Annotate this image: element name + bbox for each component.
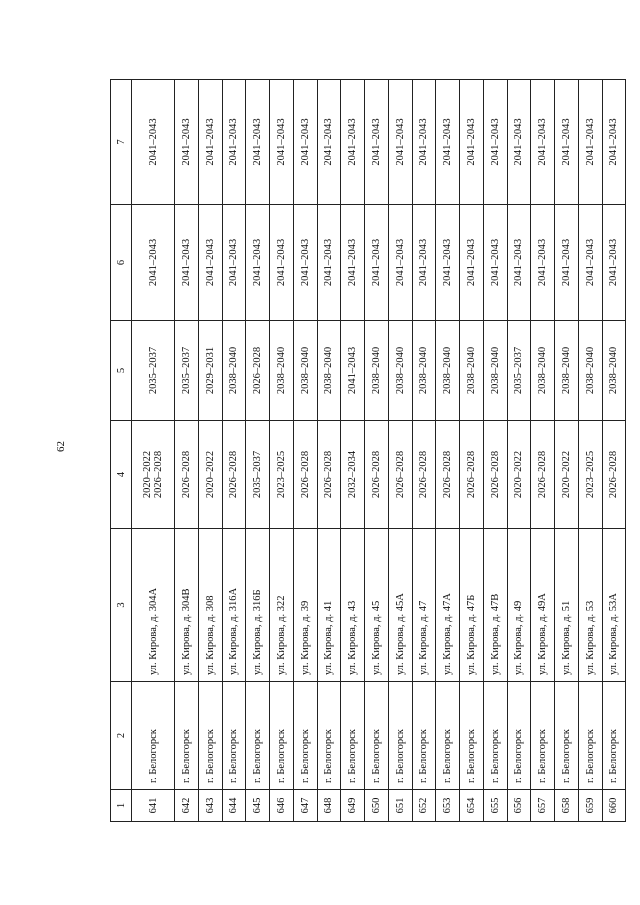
period-5-cell: 2038–2040 [531, 321, 555, 421]
period-7-cell: 2041–2043 [412, 80, 436, 205]
period-6-cell: 2041–2043 [317, 205, 341, 321]
table-row [531, 80, 555, 822]
address-cell: ул. Кирова, д. 53 [578, 529, 602, 682]
table-row [365, 80, 389, 822]
period-7-cell: 2041–2043 [270, 80, 294, 205]
period-4-cell [460, 421, 484, 529]
period-7-cell: 2041–2043 [507, 80, 531, 205]
city-cell: г. Белогорск [436, 682, 460, 790]
city-cell: г. Белогорск [175, 682, 199, 790]
header-cell: 4 [111, 421, 132, 529]
period-line: 2026–2028 [489, 450, 501, 499]
period-6-cell: 2041–2043 [531, 205, 555, 321]
header-cell: 2 [111, 682, 132, 790]
page-number: 62 [55, 441, 67, 452]
city-cell: г. Белогорск [341, 682, 365, 790]
period-6-cell: 2041–2043 [483, 205, 507, 321]
period-5-cell: 2038–2040 [365, 321, 389, 421]
city-cell: г. Белогорск [412, 682, 436, 790]
city-cell: г. Белогорск [460, 682, 484, 790]
row-number-cell: 657 [531, 790, 555, 822]
city-cell: г. Белогорск [483, 682, 507, 790]
period-5-cell: 2038–2040 [222, 321, 246, 421]
address-cell: ул. Кирова, д. 41 [317, 529, 341, 682]
period-line: 2026–2028 [180, 450, 192, 499]
period-line: 2035–2037 [252, 450, 264, 499]
period-7-cell: 2041–2043 [293, 80, 317, 205]
row-number-cell: 649 [341, 790, 365, 822]
period-7-cell: 2041–2043 [602, 80, 626, 205]
period-7-cell: 2041–2043 [555, 80, 579, 205]
period-7-cell: 2041–2043 [132, 80, 175, 205]
period-4-cell [483, 421, 507, 529]
table-row [317, 80, 341, 822]
period-4-cell [293, 421, 317, 529]
period-line: 2020–2022 [142, 450, 153, 499]
city-cell: г. Белогорск [602, 682, 626, 790]
address-cell: ул. Кирова, д. 304А [132, 529, 175, 682]
address-cell: ул. Кирова, д. 316Б [246, 529, 270, 682]
address-cell: ул. Кирова, д. 49А [531, 529, 555, 682]
row-number-cell: 647 [293, 790, 317, 822]
address-cell: ул. Кирова, д. 45А [388, 529, 412, 682]
table-row [436, 80, 460, 822]
row-number-cell: 654 [460, 790, 484, 822]
row-number-cell: 660 [602, 790, 626, 822]
address-cell: ул. Кирова, д. 308 [198, 529, 222, 682]
period-line: 2023–2025 [584, 450, 596, 499]
header-cell: 1 [111, 790, 132, 822]
table-row [222, 80, 246, 822]
row-number-cell: 650 [365, 790, 389, 822]
table-header [111, 80, 132, 822]
row-number-cell: 651 [388, 790, 412, 822]
address-cell: ул. Кирова, д. 47В [483, 529, 507, 682]
period-5-cell: 2035–2037 [132, 321, 175, 421]
period-7-cell: 2041–2043 [198, 80, 222, 205]
period-5-cell: 2038–2040 [317, 321, 341, 421]
period-5-cell: 2038–2040 [412, 321, 436, 421]
period-line: 2026–2028 [323, 450, 335, 499]
table-row [341, 80, 365, 822]
period-5-cell: 2029–2031 [198, 321, 222, 421]
period-6-cell: 2041–2043 [246, 205, 270, 321]
table-row [175, 80, 199, 822]
period-5-cell: 2038–2040 [270, 321, 294, 421]
row-number-cell: 659 [578, 790, 602, 822]
city-cell: г. Белогорск [555, 682, 579, 790]
table-row [555, 80, 579, 822]
period-7-cell: 2041–2043 [388, 80, 412, 205]
period-line: 2020–2022 [204, 450, 216, 499]
city-cell: г. Белогорск [507, 682, 531, 790]
header-cell: 3 [111, 529, 132, 682]
address-cell: ул. Кирова, д. 39 [293, 529, 317, 682]
period-5-cell: 2038–2040 [555, 321, 579, 421]
period-5-cell: 2038–2040 [578, 321, 602, 421]
period-4-cell [365, 421, 389, 529]
table-row [198, 80, 222, 822]
period-4-cell [317, 421, 341, 529]
period-4-cell [578, 421, 602, 529]
period-line: 2026–2028 [153, 450, 164, 499]
table-row [270, 80, 294, 822]
city-cell: г. Белогорск [222, 682, 246, 790]
period-7-cell: 2041–2043 [175, 80, 199, 205]
period-6-cell: 2041–2043 [602, 205, 626, 321]
row-number-cell: 652 [412, 790, 436, 822]
period-5-cell: 2026–2028 [246, 321, 270, 421]
row-number-cell: 653 [436, 790, 460, 822]
table-row [578, 80, 602, 822]
period-7-cell: 2041–2043 [483, 80, 507, 205]
rotated-table-wrapper [110, 80, 620, 822]
address-cell: ул. Кирова, д. 49 [507, 529, 531, 682]
table-row [507, 80, 531, 822]
period-6-cell: 2041–2043 [436, 205, 460, 321]
city-cell: г. Белогорск [132, 682, 175, 790]
city-cell: г. Белогорск [293, 682, 317, 790]
period-6-cell: 2041–2043 [270, 205, 294, 321]
period-4-cell [531, 421, 555, 529]
period-5-cell: 2035–2037 [175, 321, 199, 421]
period-7-cell: 2041–2043 [341, 80, 365, 205]
city-cell: г. Белогорск [198, 682, 222, 790]
period-line: 2023–2025 [275, 450, 287, 499]
period-5-cell: 2038–2040 [436, 321, 460, 421]
period-4-cell [222, 421, 246, 529]
period-line: 2026–2028 [299, 450, 311, 499]
period-line: 2032–2034 [347, 450, 359, 499]
period-7-cell: 2041–2043 [460, 80, 484, 205]
period-6-cell: 2041–2043 [388, 205, 412, 321]
address-cell: ул. Кирова, д. 47 [412, 529, 436, 682]
period-6-cell: 2041–2043 [132, 205, 175, 321]
row-number-cell: 643 [198, 790, 222, 822]
period-6-cell: 2041–2043 [222, 205, 246, 321]
address-cell: ул. Кирова, д. 51 [555, 529, 579, 682]
period-6-cell: 2041–2043 [578, 205, 602, 321]
period-4-cell [436, 421, 460, 529]
city-cell: г. Белогорск [531, 682, 555, 790]
city-cell: г. Белогорск [388, 682, 412, 790]
period-5-cell: 2035–2037 [507, 321, 531, 421]
table-row [412, 80, 436, 822]
row-number-cell: 655 [483, 790, 507, 822]
period-6-cell: 2041–2043 [293, 205, 317, 321]
address-cell: ул. Кирова, д. 47Б [460, 529, 484, 682]
header-cell: 6 [111, 205, 132, 321]
city-cell: г. Белогорск [365, 682, 389, 790]
period-6-cell: 2041–2043 [365, 205, 389, 321]
row-number-cell: 658 [555, 790, 579, 822]
period-4-cell [341, 421, 365, 529]
table-row [460, 80, 484, 822]
period-4-cell [555, 421, 579, 529]
period-line: 2026–2028 [228, 450, 240, 499]
period-4-cell [198, 421, 222, 529]
row-number-cell: 646 [270, 790, 294, 822]
period-line: 2026–2028 [442, 450, 454, 499]
city-cell: г. Белогорск [578, 682, 602, 790]
period-6-cell: 2041–2043 [507, 205, 531, 321]
address-cell: ул. Кирова, д. 322 [270, 529, 294, 682]
period-7-cell: 2041–2043 [531, 80, 555, 205]
table-row [246, 80, 270, 822]
period-5-cell: 2038–2040 [293, 321, 317, 421]
period-5-cell: 2041–2043 [341, 321, 365, 421]
period-7-cell: 2041–2043 [365, 80, 389, 205]
period-6-cell: 2041–2043 [198, 205, 222, 321]
period-line: 2026–2028 [465, 450, 477, 499]
table-body [132, 80, 626, 822]
city-cell: г. Белогорск [270, 682, 294, 790]
address-cell: ул. Кирова, д. 316А [222, 529, 246, 682]
period-4-cell [507, 421, 531, 529]
period-4-cell [602, 421, 626, 529]
period-line: 2026–2028 [537, 450, 549, 499]
period-line: 2026–2028 [394, 450, 406, 499]
period-6-cell: 2041–2043 [175, 205, 199, 321]
period-7-cell: 2041–2043 [578, 80, 602, 205]
period-4-cell [175, 421, 199, 529]
table-row [602, 80, 626, 822]
period-4-cell [388, 421, 412, 529]
header-cell: 5 [111, 321, 132, 421]
period-7-cell: 2041–2043 [246, 80, 270, 205]
table-row [293, 80, 317, 822]
row-number-cell: 641 [132, 790, 175, 822]
period-4-cell [270, 421, 294, 529]
row-number-cell: 645 [246, 790, 270, 822]
period-7-cell: 2041–2043 [317, 80, 341, 205]
row-number-cell: 648 [317, 790, 341, 822]
period-6-cell: 2041–2043 [341, 205, 365, 321]
row-number-cell: 642 [175, 790, 199, 822]
city-cell: г. Белогорск [317, 682, 341, 790]
period-6-cell: 2041–2043 [460, 205, 484, 321]
period-line: 2026–2028 [418, 450, 430, 499]
period-line: 2020–2022 [513, 450, 525, 499]
schedule-table [110, 79, 626, 822]
address-cell: ул. Кирова, д. 304В [175, 529, 199, 682]
row-number-cell: 656 [507, 790, 531, 822]
address-cell: ул. Кирова, д. 53А [602, 529, 626, 682]
period-4-cell [246, 421, 270, 529]
period-4-cell [132, 421, 175, 529]
address-cell: ул. Кирова, д. 43 [341, 529, 365, 682]
address-cell: ул. Кирова, д. 47А [436, 529, 460, 682]
row-number-cell: 644 [222, 790, 246, 822]
city-cell: г. Белогорск [246, 682, 270, 790]
header-row [111, 80, 132, 822]
header-cell: 7 [111, 80, 132, 205]
period-5-cell: 2038–2040 [602, 321, 626, 421]
table-row [132, 80, 175, 822]
period-4-cell [412, 421, 436, 529]
period-line: 2026–2028 [608, 450, 620, 499]
period-7-cell: 2041–2043 [222, 80, 246, 205]
period-5-cell: 2038–2040 [483, 321, 507, 421]
table-row [388, 80, 412, 822]
table-row [483, 80, 507, 822]
period-7-cell: 2041–2043 [436, 80, 460, 205]
period-line: 2020–2022 [560, 450, 572, 499]
period-5-cell: 2038–2040 [460, 321, 484, 421]
address-cell: ул. Кирова, д. 45 [365, 529, 389, 682]
period-6-cell: 2041–2043 [412, 205, 436, 321]
period-5-cell: 2038–2040 [388, 321, 412, 421]
period-line: 2026–2028 [370, 450, 382, 499]
period-6-cell: 2041–2043 [555, 205, 579, 321]
